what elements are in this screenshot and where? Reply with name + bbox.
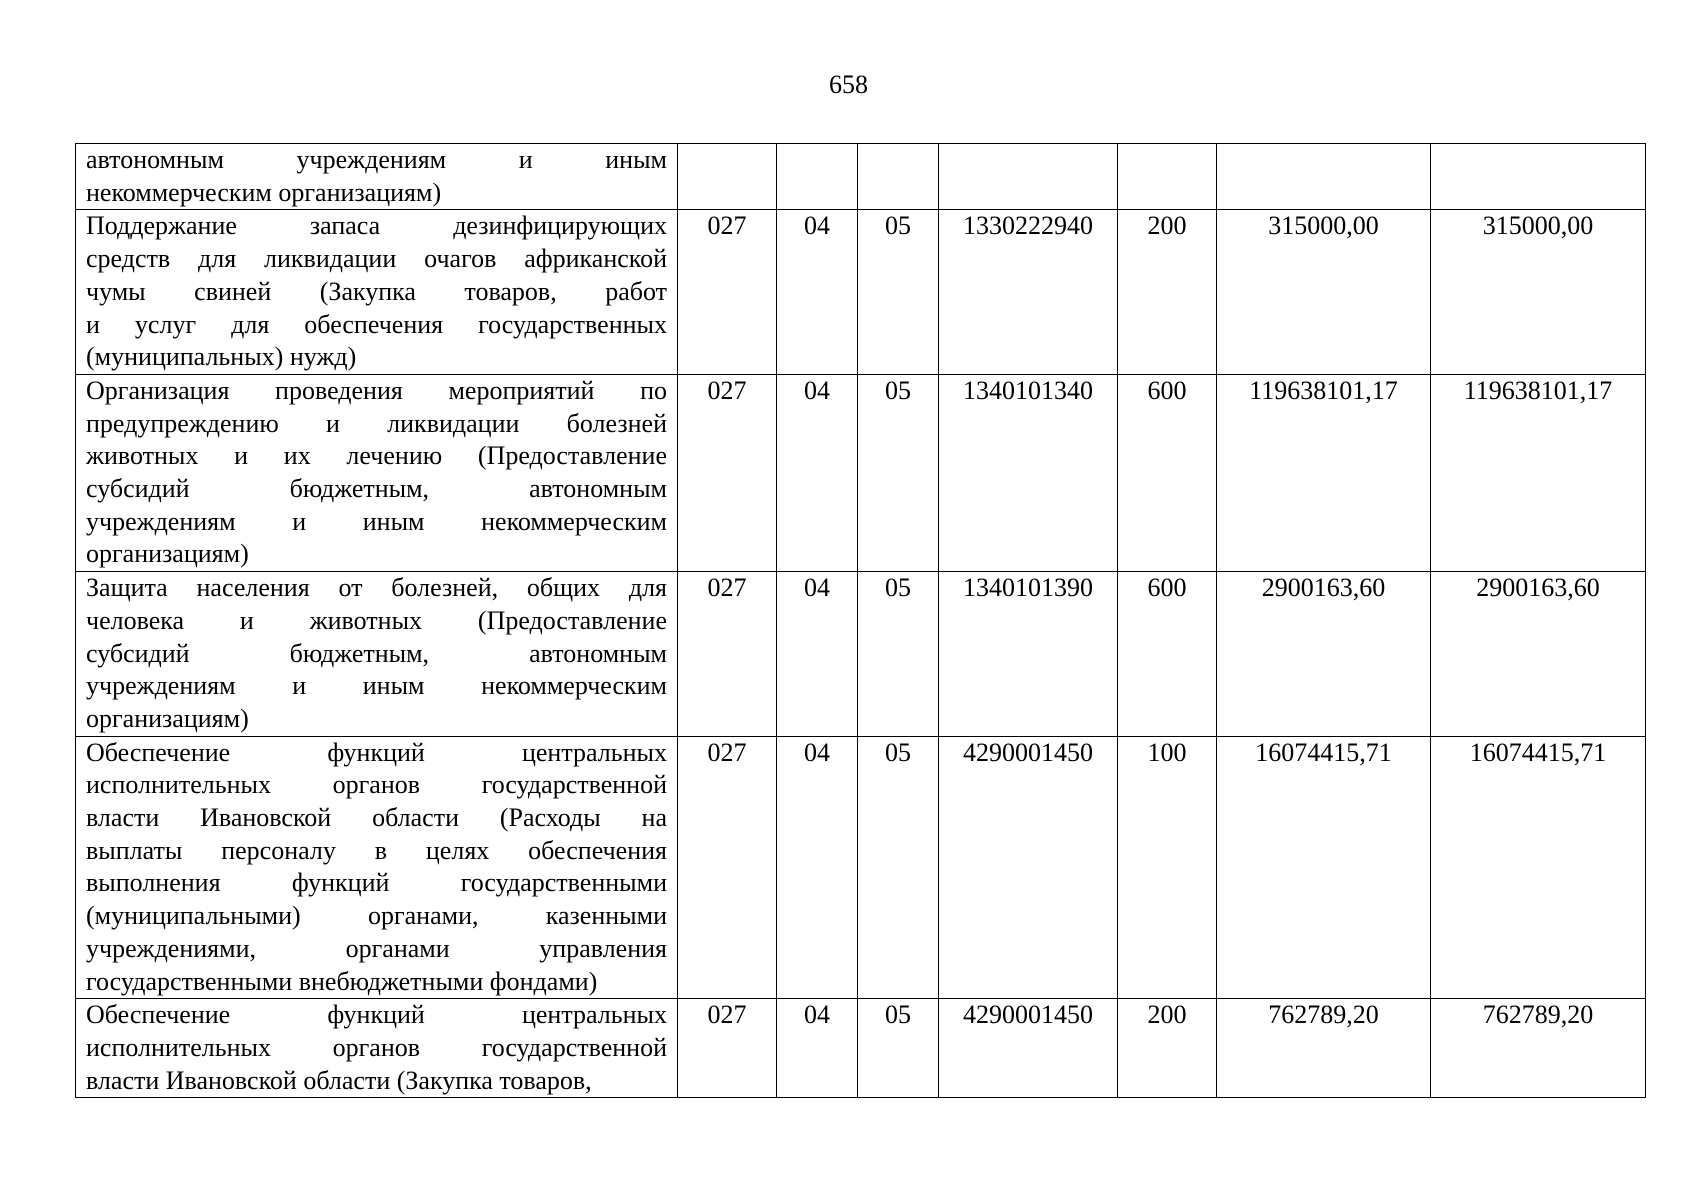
description-line: учреждениями, органами управления	[86, 933, 667, 963]
cell-expense-type: 600	[1118, 374, 1217, 571]
cell-amount-2: 315000,00	[1431, 210, 1646, 375]
table-row	[76, 144, 1646, 210]
cell-amount-2: 119638101,17	[1431, 374, 1646, 571]
description-line: Поддержание запаса дезинфицирующих	[86, 211, 667, 241]
cell-subsection: 05	[858, 572, 939, 737]
cell-amount-1: 315000,00	[1217, 210, 1431, 375]
cell-subsection: 05	[858, 999, 939, 1098]
description-line: выполнения функций государственными	[86, 868, 667, 898]
description-line: некоммерческим организациям)	[86, 177, 442, 207]
cell-amount-1	[1217, 144, 1431, 210]
cell-description	[76, 374, 678, 571]
cell-target-article: 4290001450	[939, 999, 1118, 1098]
cell-expense-type: 600	[1118, 572, 1217, 737]
description-line: учреждениям и иным некоммерческим	[86, 506, 667, 536]
cell-description	[76, 999, 678, 1098]
description-line: учреждениям и иным некоммерческим	[86, 671, 667, 701]
description-line: автономным учреждениям и иным	[86, 145, 667, 174]
cell-ministry	[678, 144, 777, 210]
table-body	[76, 144, 1646, 1098]
cell-description	[76, 572, 678, 737]
cell-ministry: 027	[678, 374, 777, 571]
description-line: животных и их лечению (Предоставление	[86, 441, 667, 471]
cell-ministry: 027	[678, 572, 777, 737]
cell-expense-type: 200	[1118, 999, 1217, 1098]
cell-section: 04	[777, 572, 858, 737]
description-line: государственными внебюджетными фондами)	[86, 966, 598, 996]
description-line: Обеспечение функций центральных	[86, 1000, 667, 1030]
cell-target-article: 1340101390	[939, 572, 1118, 737]
description-line: организациям)	[86, 703, 249, 733]
table-row	[76, 210, 1646, 375]
cell-subsection: 05	[858, 210, 939, 375]
description-line: Организация проведения мероприятий по	[86, 375, 667, 405]
cell-section: 04	[777, 374, 858, 571]
cell-target-article: 1330222940	[939, 210, 1118, 375]
cell-target-article	[939, 144, 1118, 210]
description-line: выплаты персоналу в целях обеспечения	[86, 835, 667, 865]
table-row	[76, 374, 1646, 571]
cell-description	[76, 736, 678, 999]
cell-subsection: 05	[858, 374, 939, 571]
description-line: Защита населения от болезней, общих для	[86, 573, 667, 603]
cell-expense-type: 200	[1118, 210, 1217, 375]
description-line: Обеспечение функций центральных	[86, 737, 667, 767]
cell-expense-type	[1118, 144, 1217, 210]
cell-section: 04	[777, 210, 858, 375]
cell-subsection	[858, 144, 939, 210]
description-line: власти Ивановской области (Закупка товаров,	[86, 1065, 592, 1095]
description-line: исполнительных органов государственной	[86, 770, 667, 800]
cell-amount-2: 16074415,71	[1431, 736, 1646, 999]
table-row	[76, 572, 1646, 737]
cell-ministry: 027	[678, 210, 777, 375]
budget-table	[75, 143, 1646, 1098]
cell-target-article: 4290001450	[939, 736, 1118, 999]
cell-ministry: 027	[678, 999, 777, 1098]
cell-amount-2: 2900163,60	[1431, 572, 1646, 737]
table-row	[76, 736, 1646, 999]
page-number: 658	[829, 70, 868, 99]
cell-ministry: 027	[678, 736, 777, 999]
cell-description	[76, 210, 678, 375]
description-line: власти Ивановской области (Расходы на	[86, 803, 667, 833]
cell-section	[777, 144, 858, 210]
description-line: средств для ликвидации очагов африканской	[86, 244, 667, 274]
description-line: субсидий бюджетным, автономным	[86, 638, 667, 668]
description-line: исполнительных органов государственной	[86, 1032, 667, 1062]
description-line: (муниципальными) органами, казенными	[86, 901, 667, 931]
cell-subsection: 05	[858, 736, 939, 999]
description-line: и услуг для обеспечения государственных	[86, 309, 667, 339]
cell-amount-2	[1431, 144, 1646, 210]
description-line: организациям)	[86, 539, 249, 569]
cell-amount-1: 2900163,60	[1217, 572, 1431, 737]
cell-section: 04	[777, 736, 858, 999]
cell-section: 04	[777, 999, 858, 1098]
cell-target-article: 1340101340	[939, 374, 1118, 571]
cell-amount-1: 119638101,17	[1217, 374, 1431, 571]
description-line: человека и животных (Предоставление	[86, 605, 667, 635]
cell-amount-1: 16074415,71	[1217, 736, 1431, 999]
cell-amount-1: 762789,20	[1217, 999, 1431, 1098]
description-line: чумы свиней (Закупка товаров, работ	[86, 276, 667, 306]
description-line: (муниципальных) нужд)	[86, 342, 357, 372]
cell-amount-2: 762789,20	[1431, 999, 1646, 1098]
cell-description	[76, 144, 678, 210]
description-line: субсидий бюджетным, автономным	[86, 474, 667, 504]
description-line: предупреждению и ликвидации болезней	[86, 408, 667, 438]
table-row	[76, 999, 1646, 1098]
cell-expense-type: 100	[1118, 736, 1217, 999]
